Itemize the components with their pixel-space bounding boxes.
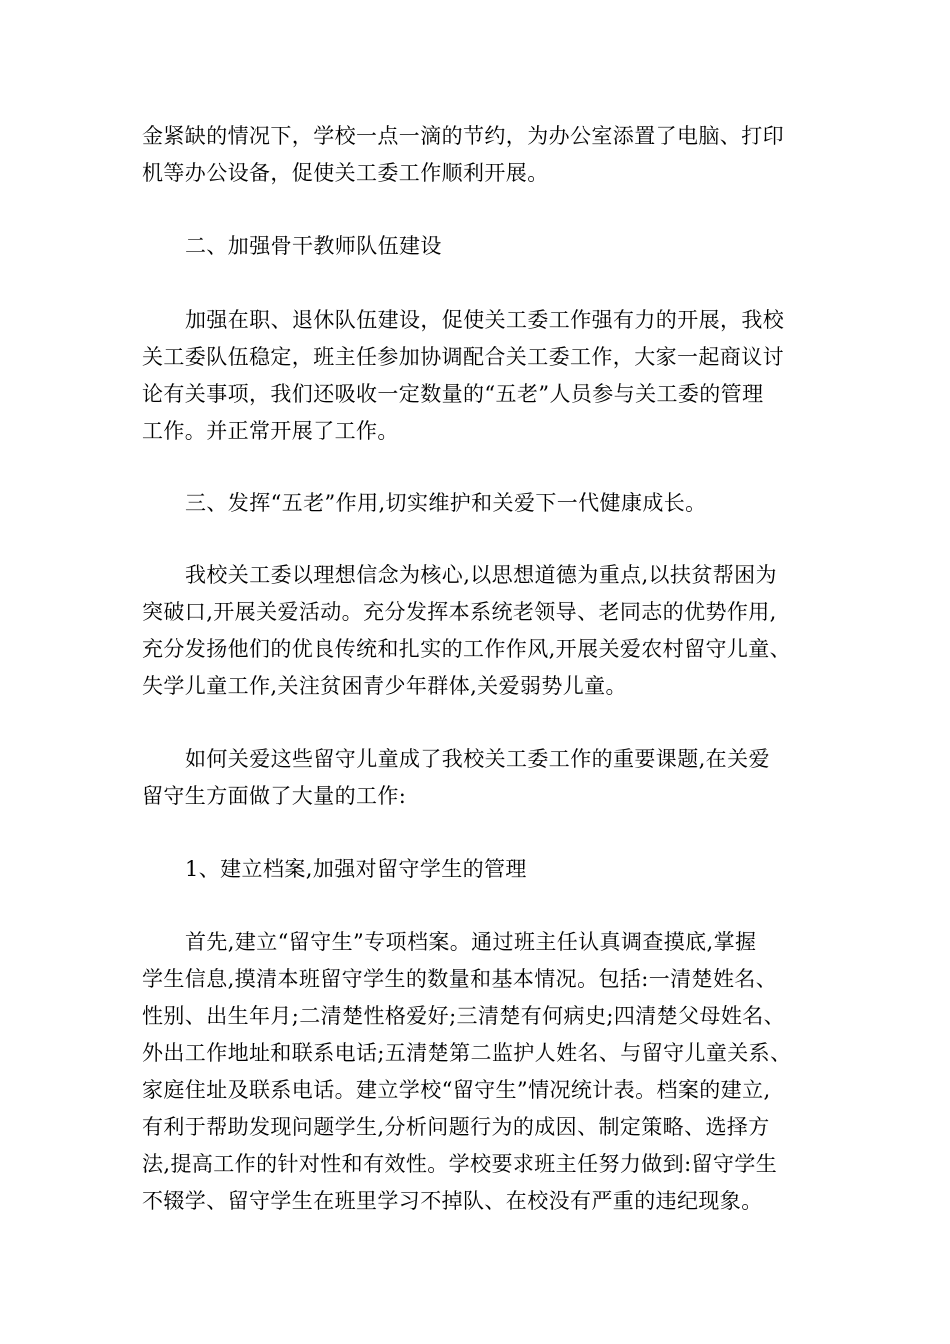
text-line: 论有关事项，我们还吸收一定数量的“五老”人员参与关工委的管理 (142, 382, 764, 406)
text-line: 突破口,开展关爱活动。充分发挥本系统老领导、老同志的优势作用, (142, 600, 777, 624)
text-line: 外出工作地址和联系电话;五清楚第二监护人姓名、与留守儿童关系、 (142, 1041, 792, 1065)
text-line: 关工委队伍稳定，班主任参加协调配合关工委工作，大家一起商议讨 (142, 345, 784, 369)
text-line: 法,提高工作的针对性和有效性。学校要求班主任努力做到:留守学生 (142, 1152, 778, 1176)
text-line: 留守生方面做了大量的工作: (142, 784, 407, 808)
text-line: 三、发挥“五老”作用,切实维护和关爱下一代健康成长。 (185, 491, 707, 515)
heading-section-two (142, 228, 822, 265)
text-line: 失学儿童工作,关注贫困青少年群体,关爱弱势儿童。 (142, 674, 627, 698)
text-line: 充分发扬他们的优良传统和扎实的工作作风,开展关爱农村留守儿童、 (142, 637, 792, 661)
text-line: 首先,建立“留守生”专项档案。通过班主任认真调查摸底,掌握 (185, 930, 757, 954)
heading-item-one (142, 851, 822, 888)
text-line: 加强在职、退休队伍建设，促使关工委工作强有力的开展，我校 (185, 308, 785, 332)
text-line: 机等办公设备，促使关工委工作顺利开展。 (142, 161, 549, 185)
text-line: 1、建立档案,加强对留守学生的管理 (185, 857, 527, 881)
heading-section-three (142, 485, 822, 522)
text-line: 学生信息,摸清本班留守学生的数量和基本情况。包括:一清楚姓名、 (142, 967, 778, 991)
text-line: 有利于帮助发现问题学生,分析问题行为的成因、制定策略、选择方 (142, 1115, 770, 1139)
paragraph-left-behind-children (142, 741, 822, 815)
paragraph-care-activities (142, 557, 822, 705)
text-line: 家庭住址及联系电话。建立学校“留守生”情况统计表。档案的建立, (142, 1078, 771, 1102)
paragraph-archives (142, 924, 822, 1220)
text-line: 如何关爱这些留守儿童成了我校关工委工作的重要课题,在关爱 (185, 747, 770, 771)
text-line: 性别、出生年月;二清楚性格爱好;三清楚有何病史;四清楚父母姓名、 (142, 1004, 786, 1028)
text-line: 二、加强骨干教师队伍建设 (185, 234, 442, 258)
text-line: 我校关工委以理想信念为核心,以思想道德为重点,以扶贫帮困为 (185, 563, 777, 587)
text-line: 不辍学、留守学生在班里学习不掉队、在校没有严重的违纪现象。 (142, 1189, 763, 1213)
paragraph-team-building (142, 302, 822, 450)
paragraph-office-equipment (142, 118, 822, 192)
text-line: 金紧缺的情况下，学校一点一滴的节约，为办公室添置了电脑、打印 (142, 124, 784, 148)
text-line: 工作。并正常开展了工作。 (142, 419, 399, 443)
